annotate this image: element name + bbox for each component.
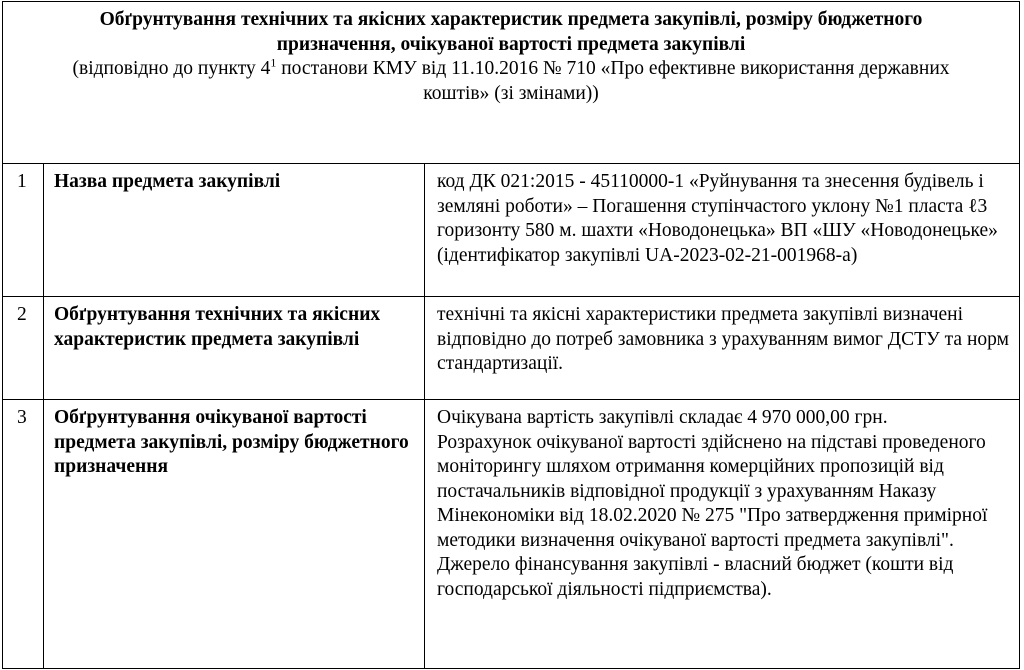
table-row (3, 164, 1020, 297)
table-row (3, 297, 1020, 400)
subtitle-before: (відповідно до пункту 4 (72, 58, 271, 79)
subtitle-superscript: 1 (270, 55, 277, 70)
calculation-text: Розрахунок очікуваної вартості здійснено на підставі проведеного моніторингу шляхом отримання комерційних пропозицій від постачальників відповідної продукції з урахуванням Наказу Мінекономіки від 18.02.2020 № 275 "Про затвердження примірної методики визначення очікуваної вартості предмета закупівлі". (437, 431, 988, 551)
funding-source-text: Джерело фінансування закупівлі - власний бюджет (кошти від господарської діяльності підприємства). (437, 554, 954, 600)
subtitle-after: постанови КМУ від 11.10.2016 № 710 «Про ефективне використання державних коштів» (зі змінами)) (276, 58, 950, 104)
expected-cost-text: Очікувана вартість закупівлі складає 4 970 000,00 грн. (437, 407, 888, 428)
justification-table (2, 1, 1020, 669)
row-label: Обґрунтування очікуваної вартості предмета закупівлі, розміру бюджетного призначення (44, 400, 425, 669)
row-label: Назва предмета закупівлі (44, 164, 425, 297)
table-row (3, 400, 1020, 669)
row-value (425, 400, 1020, 669)
row-number: 3 (3, 400, 44, 669)
header-cell (3, 2, 1020, 164)
row-value: технічні та якісні характеристики предмета закупівлі визначені відповідно до потреб замовника з урахуванням вимог ДСТУ та норм стандартизації. (425, 297, 1020, 400)
row-number: 1 (3, 164, 44, 297)
document-title: Обґрунтування технічних та якісних характеристик предмета закупівлі, розміру бюджетного призначення, очікуваної вартості предмета закупівлі (99, 9, 923, 55)
row-value: код ДК 021:2015 - 45110000-1 «Руйнування та знесення будівель і земляні роботи» – Погашення ступінчастого уклону №1 пласта ℓ3 горизонту 580 м. шахти «Новодонецька» ВП «ШУ «Новодонецьке» (ідентифікатор закупівлі UA-2023-02-21-001968-а) (425, 164, 1020, 297)
document-subtitle (3, 57, 1019, 106)
row-label: Обґрунтування технічних та якісних характеристик предмета закупівлі (44, 297, 425, 400)
row-number: 2 (3, 297, 44, 400)
header-row (3, 2, 1020, 164)
